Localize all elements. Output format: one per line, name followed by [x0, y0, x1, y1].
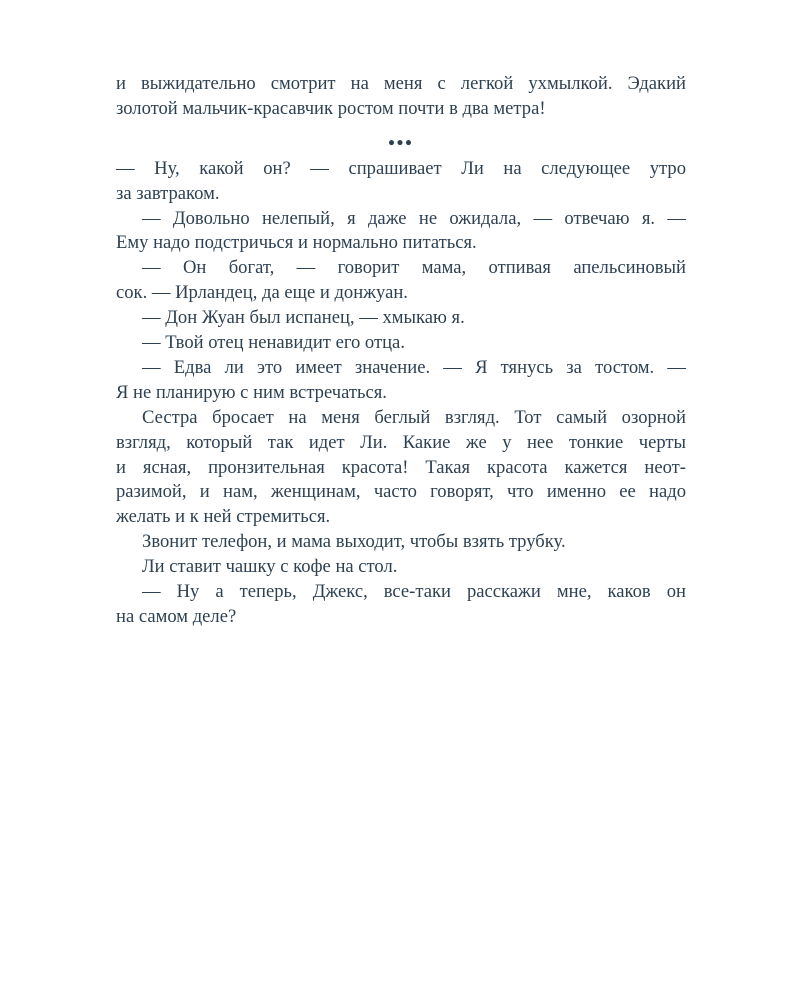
text-line: сок. — Ирландец, да еще и донжуан. — [116, 282, 408, 304]
text-line: — Едва ли это имеет значение. — Я тянусь за тостом. — — [142, 356, 686, 378]
paragraph — [116, 580, 686, 630]
text-line: — Дон Жуан был испанец, — хмыкаю я. — [142, 307, 465, 329]
paragraph — [116, 256, 686, 306]
paragraph — [116, 406, 686, 531]
text-line: и ясная, пронзительная красота! Такая красота кажется неот- — [116, 456, 686, 478]
paragraph — [116, 72, 686, 122]
text-line: Ли ставит чашку с кофе на стол. — [142, 556, 398, 578]
section-separator: ••• — [388, 132, 414, 154]
text-line: на самом деле? — [116, 606, 237, 628]
text-line: — Довольно нелепый, я даже не ожидала, — отвечаю я. — — [142, 207, 686, 229]
text-line: — Твой отец ненавидит его отца. — [142, 332, 405, 354]
text-line: — Ну а теперь, Джекс, все-таки расскажи мне, каков он — [142, 581, 686, 603]
text-line: желать и к ней стремиться. — [116, 506, 331, 528]
text-line: Ему надо подстричься и нормально питаться. — [116, 232, 477, 254]
text-line: — Он богат, — говорит мама, отпивая апельсиновый — [142, 257, 686, 279]
text-line: за завтраком. — [116, 182, 220, 204]
text-line: взгляд, который так идет Ли. Какие же у нее тонкие черты — [116, 431, 686, 453]
paragraph — [116, 555, 686, 580]
text-line: Сестра бросает на меня беглый взгляд. Тот самый озорной — [142, 406, 686, 428]
text-line: и выжидательно смотрит на меня с легкой ухмылкой. Эдакий — [116, 73, 686, 94]
paragraph — [116, 356, 686, 406]
paragraph — [116, 306, 686, 331]
paragraph — [116, 207, 686, 257]
text-line: Я не планирую с ним встречаться. — [116, 381, 387, 403]
text-line: Звонит телефон, и мама выходит, чтобы взять трубку. — [142, 531, 566, 553]
text-line: золотой мальчик-красавчик ростом почти в два метра! — [116, 97, 546, 119]
paragraph — [116, 530, 686, 555]
paragraph — [116, 157, 686, 207]
text-line: разимой, и нам, женщинам, часто говорят, что именно ее надо — [116, 481, 686, 503]
book-page-text — [116, 72, 686, 630]
paragraph — [116, 331, 686, 356]
text-line: — Ну, какой он? — спрашивает Ли на следующее утро — [116, 157, 686, 179]
